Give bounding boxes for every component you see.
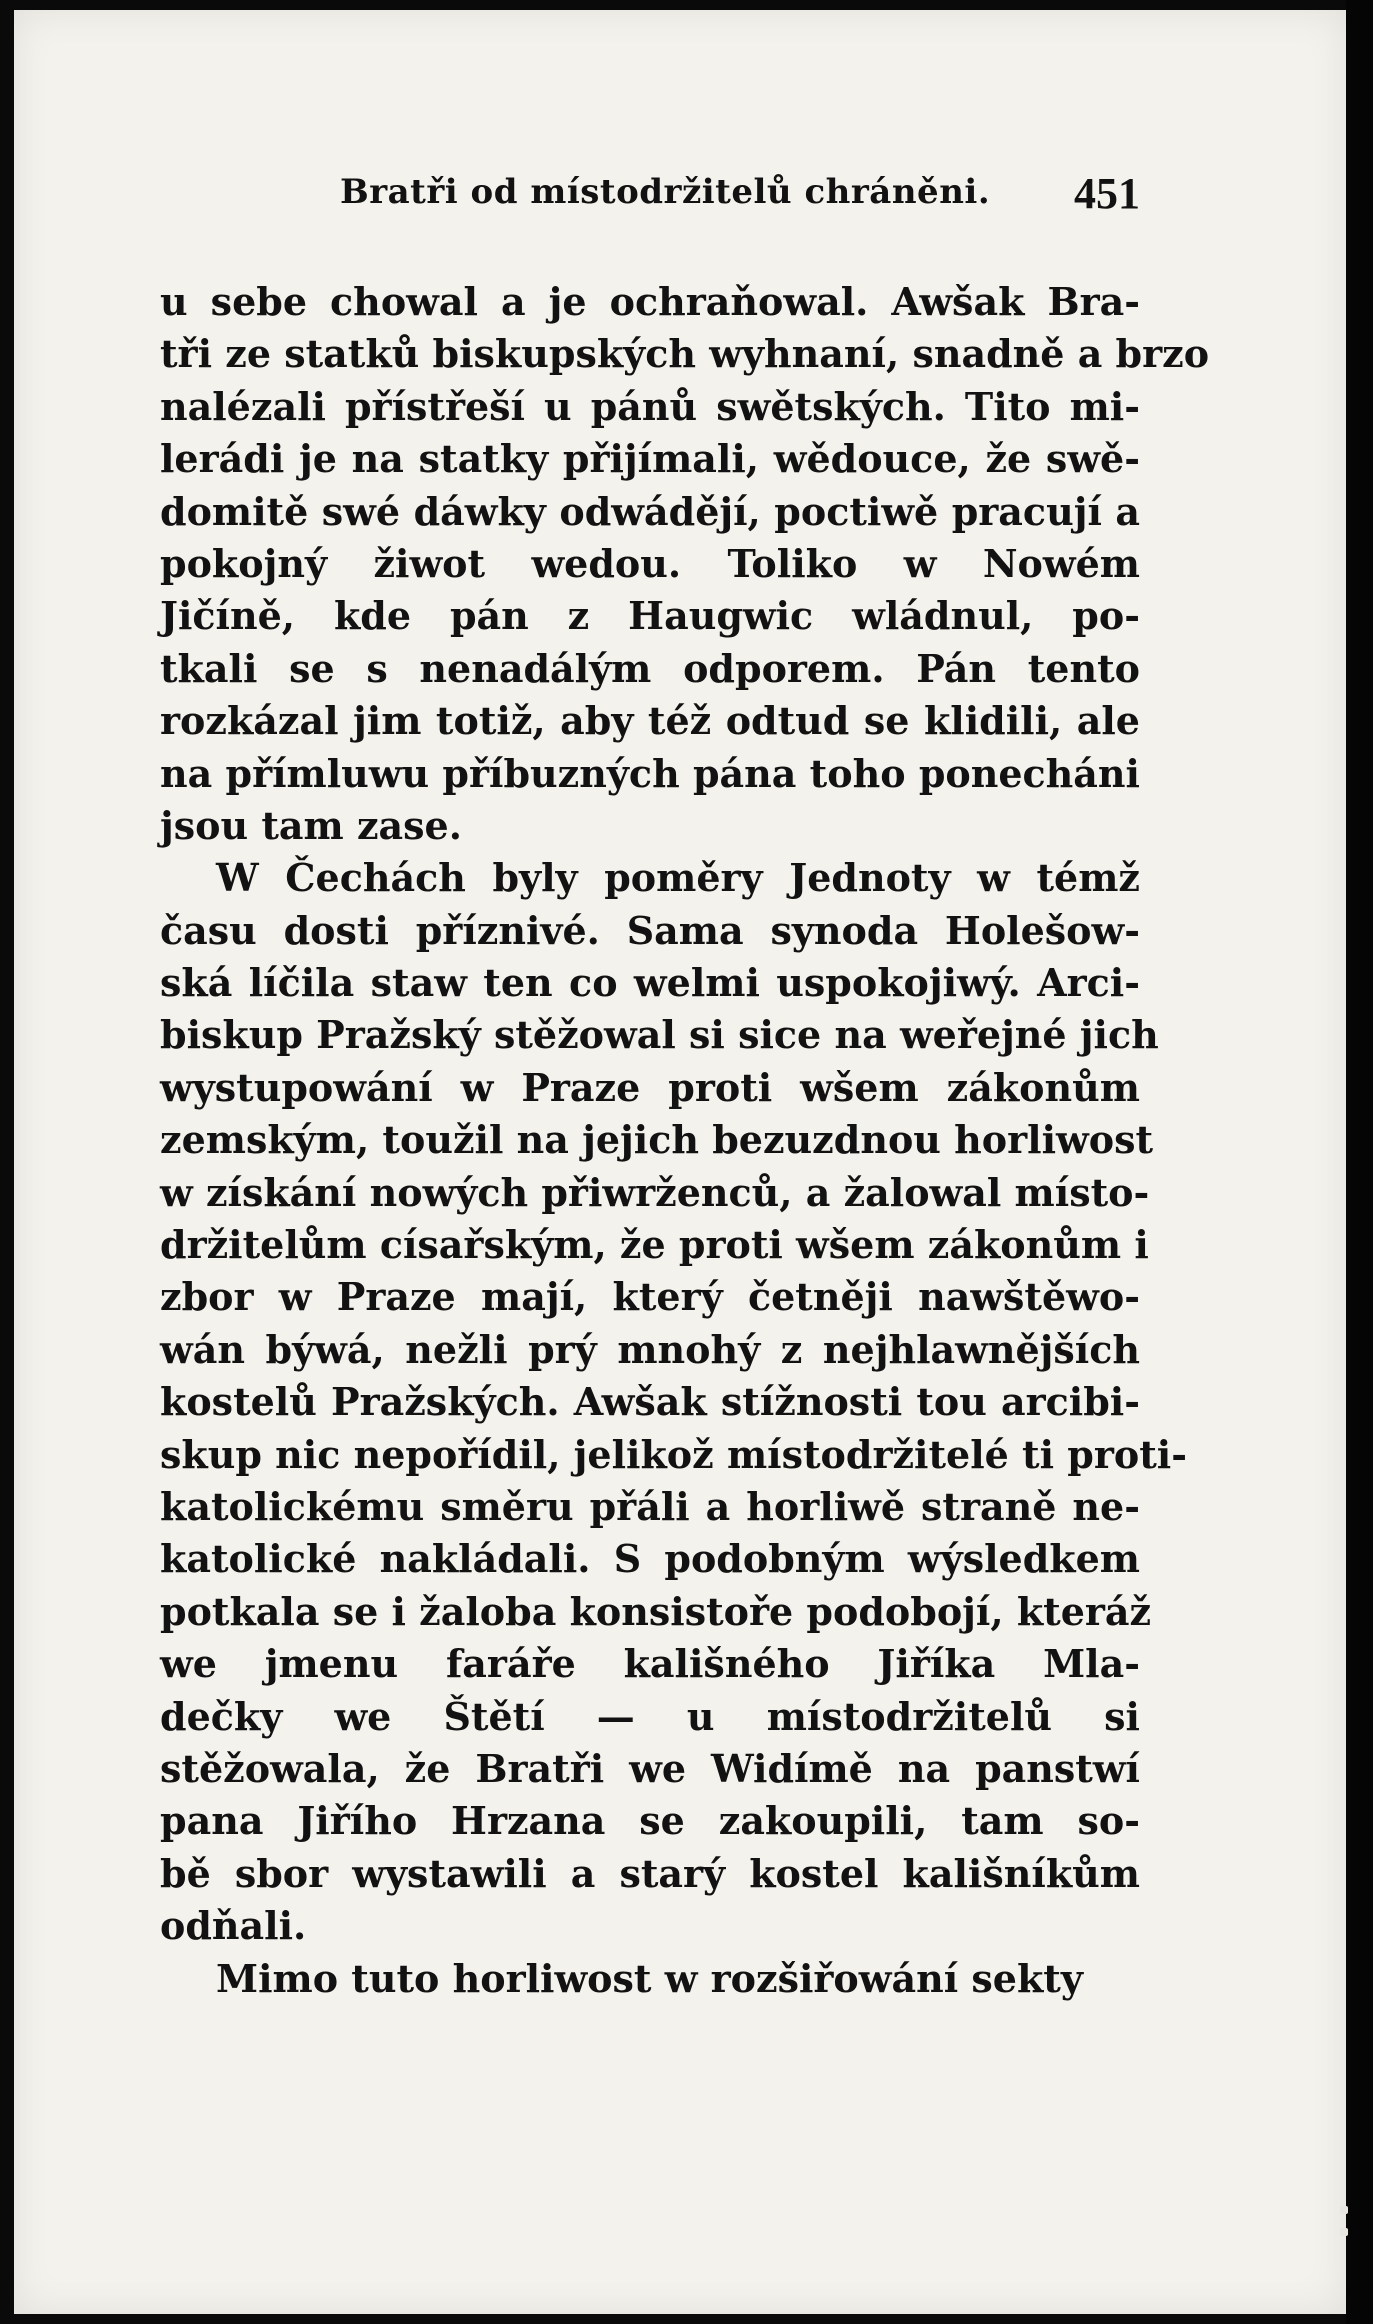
text-line: we jmenu faráře kališného Jiříka Mla-: [160, 1641, 1140, 1687]
running-title: Bratři od místodržitelů chráněni.: [340, 172, 991, 212]
text-line: kostelů Pražských. Awšak stížnosti tou arcibi-: [160, 1379, 1140, 1425]
paragraph-start-line: W Čechách byly poměry Jednoty w témž: [216, 855, 1140, 901]
text-line: dečky we Štětí — u místodržitelů si: [160, 1693, 1140, 1739]
text-line: rozkázal jim totiž, aby též odtud se klidili, ale: [160, 698, 1140, 744]
body-text: [160, 276, 1210, 2005]
running-header: [160, 150, 1140, 240]
text-line: katolické nakládali. S podobným wýsledkem: [160, 1536, 1140, 1582]
text-line: katolickému směru přáli a horliwě straně ne-: [160, 1483, 1140, 1529]
text-line: biskup Pražský stěžowal si sice na weřejné jich: [160, 1012, 1159, 1058]
scan-speck: [1340, 2228, 1348, 2236]
text-line: u sebe chowal a je ochraňowal. Awšak Bra-: [160, 279, 1140, 324]
text-line: bě sbor wystawili a starý kostel kališníkům: [160, 1850, 1140, 1896]
text-line: wystupowání w Praze proti wšem zákonům: [160, 1064, 1140, 1110]
text-line: pana Jiřího Hrzana se zakoupili, tam so-: [160, 1798, 1140, 1844]
text-line: tkali se s nenadálým odporem. Pán tento: [160, 645, 1140, 691]
text-line: Jičíně, kde pán z Haugwic wládnul, po-: [160, 593, 1140, 639]
text-line: potkala se i žaloba konsistoře podobojí, kteráž: [160, 1588, 1152, 1634]
paragraph-end-line: odňali.: [160, 1903, 307, 1949]
text-line: času dosti příznivé. Sama synoda Holešow-: [160, 907, 1140, 953]
scan-edge: [1346, 0, 1373, 2324]
text-line: tři ze statků biskupských wyhnaní, snadně a brzo: [160, 331, 1210, 377]
text-line: w získání nowých přiwrženců, a žalowal místo-: [160, 1169, 1150, 1215]
text-line: lerádi je na statky přijímali, wědouce, že swě-: [160, 436, 1140, 482]
text-line: zemským, toužil na jejich bezuzdnou horliwost: [160, 1117, 1154, 1163]
scan-speck: [1340, 2206, 1348, 2214]
text-line: wán býwá, nežli prý mnohý z nejhlawnějších: [160, 1326, 1140, 1372]
text-line: nalézali přístřeší u pánů swětských. Tito mi-: [160, 383, 1140, 429]
text-line: skup nic nepořídil, jelikož místodržitelé ti proti-: [160, 1431, 1187, 1477]
page-content: [160, 150, 1210, 2005]
text-line: držitelům císařským, že proti wšem zákonům i: [160, 1222, 1149, 1268]
text-line: pokojný žiwot wedou. Toliko w Nowém: [160, 540, 1140, 586]
text-line: domitě swé dáwky odwádějí, poctiwě pracují a: [160, 488, 1140, 534]
paragraph-start-line: Mimo tuto horliwost w rozšiřowání sekty: [216, 1955, 1083, 2001]
text-line: zbor w Praze mají, který četněji nawštěwo-: [160, 1274, 1140, 1320]
text-line: na přímluwu příbuzných pána toho ponecháni: [160, 750, 1140, 796]
paragraph-end-line: jsou tam zase.: [160, 802, 462, 848]
page-number: 451: [1074, 169, 1140, 218]
text-line: stěžowala, že Bratři we Widímě na panstwí: [160, 1745, 1140, 1791]
text-line: ská líčila staw ten co welmi uspokojiwý. Arci-: [160, 960, 1140, 1006]
